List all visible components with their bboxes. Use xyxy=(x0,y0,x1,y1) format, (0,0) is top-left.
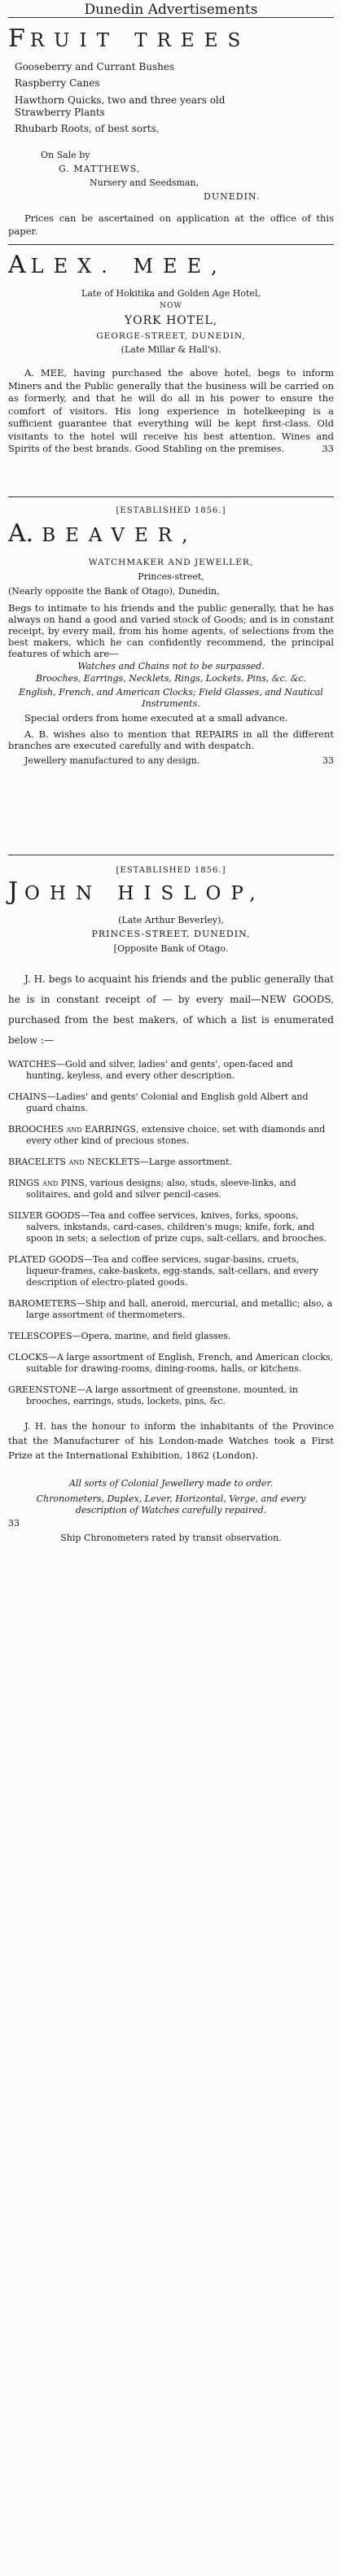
goods-item xyxy=(8,1178,334,1201)
goods-label: RINGS and PINS xyxy=(8,1178,85,1188)
announcement-text: A. MEE, having purchased the above hotel, begs to inform Miners and the Public generally that the business will be carried on as formerly, and that he will do all in his power to ensure the comfort of visitors. His long experience in hotelkeeping is a sufficient guarantee that everything will be kept first-class. Old visitants to the hotel will receive his best attention. Wines and Spirits of the best brands. Good Stabling on the premises. xyxy=(8,367,334,454)
goods-label: BAROMETERS xyxy=(8,1298,77,1309)
goods-item xyxy=(8,1124,334,1147)
established-line: [ESTABLISHED 1856.] xyxy=(116,506,226,515)
divider xyxy=(8,496,334,497)
goods-label: TELESCOPES xyxy=(8,1331,72,1341)
exhibition-note: J. H. has the honour to inform the inhabitants of the Province that the Manufacturer of his London-made Watches took a First Prize at the International Exhibition, 1862 (London). xyxy=(8,1420,334,1461)
late-line: (Late Arthur Beverley), xyxy=(118,915,224,925)
heading-text: BEAVER, xyxy=(42,525,198,546)
prices-note: Prices can be ascertained on application at the office of this paper. xyxy=(8,212,334,237)
repairs-note: A. B. wishes also to mention that REPAIRS in all the different branches are executed carefully and with despatch. xyxy=(8,728,334,751)
nursery-stock-list xyxy=(8,59,334,137)
drop-cap: F xyxy=(8,24,25,53)
trade-line: WATCHMAKER AND JEWELLER, xyxy=(88,558,254,567)
goods-item xyxy=(8,1059,334,1082)
hotel-name: YORK HOTEL, xyxy=(124,314,218,327)
late-of: Late of Hokitika and Golden Age Hotel, xyxy=(81,288,261,299)
seller-name: G. MATTHEWS, xyxy=(59,164,141,174)
drop-cap: A xyxy=(8,251,26,279)
goods-item xyxy=(8,1331,334,1342)
goods-label: PLATED GOODS xyxy=(8,1254,84,1265)
goods-label: CLOCKS xyxy=(8,1352,48,1362)
goods-text: —Ship and hall, aneroid, mercurial, and metallic; also, a large assortment of thermometers. xyxy=(26,1298,333,1320)
goods-item xyxy=(8,1298,334,1321)
chronometers-note: Chronometers, Duplex, Lever, Horizontal, Verge, and every description of Watches carefully repaired. xyxy=(36,1494,306,1515)
colonial-jewellery: All sorts of Colonial Jewellery made to order. xyxy=(68,1478,274,1489)
ad-heading xyxy=(8,877,334,913)
location-line: (Nearly opposite the Bank of Otago), Dunedin, xyxy=(8,586,220,597)
goods-text: —A large assortment of English, French, and American clocks, suitable for drawing-rooms, dining-rooms, halls, or kitchens. xyxy=(26,1352,334,1374)
ad-heading xyxy=(8,251,334,286)
goods-text: —Tea and coffee services, sugar-basins, cruets, liqueur-frames, cake-baskets, egg-stands, salt-cellars, and every description of electro-plated goods. xyxy=(26,1254,318,1288)
goods-item xyxy=(8,1157,334,1168)
goods-text: —Large assortment. xyxy=(139,1157,232,1167)
heading-text: OHN HISLOP, xyxy=(24,883,265,904)
stock-line: Rhubarb Roots, of best sorts, xyxy=(15,123,160,134)
ad-a-beaver xyxy=(8,505,334,768)
jewellery-text: Jewellery manufactured to any design. xyxy=(24,755,200,766)
feature-jewellery: Brooches, Earrings, Necklets, Rings, Lockets, Pins, &c. &c. xyxy=(35,673,307,684)
beaver-intro: Begs to intimate to his friends and the public generally, that he has always on hand a good and varied stock of Goods; and is in constant receipt, by every mail, from his home agents, of selections from the best makers, which he can confidently recommend, the principal features of which are— xyxy=(8,602,334,659)
hislop-intro: J. H. begs to acquaint his friends and the public generally that he is in constant receipt of — by every mail—NEW GOODS, purchased from the best makers, of which a list is enumerated below :— xyxy=(8,973,334,1046)
goods-text: , extensive choice, set with diamonds and every other kind of precious stones. xyxy=(26,1124,326,1146)
goods-label: CHAINS xyxy=(8,1091,47,1102)
goods-text: , various designs; also, studs, sleeve-links, and solitaires, and gold and silver pencil-cases. xyxy=(26,1178,296,1200)
masthead: Dunedin Advertisements xyxy=(8,0,334,18)
drop-cap: J xyxy=(8,877,19,906)
jewellery-line xyxy=(8,754,334,768)
goods-item xyxy=(8,1091,334,1114)
goods-text: —Gold and silver, ladies' and gents', open-faced and hunting, keyless, and every other description. xyxy=(26,1059,293,1081)
special-orders: Special orders from home executed at a small advance. xyxy=(24,712,288,724)
heading-text: RUIT TREES xyxy=(29,30,251,51)
goods-text: —Tea and coffee services, knives, forks, spoons, salvers, inkstands, card-cases, children's mugs; knife, fork, and spoon in sets; a selection of prize cups, salt-cellars, and brooches. xyxy=(26,1210,327,1244)
ad-number: 33 xyxy=(322,755,334,766)
stock-line: Raspberry Canes xyxy=(15,77,100,89)
goods-list xyxy=(8,1059,334,1407)
goods-label: SILVER GOODS xyxy=(8,1210,81,1221)
goods-item xyxy=(8,1254,334,1288)
ad-number: 33 xyxy=(8,1518,20,1529)
goods-item xyxy=(8,1384,334,1407)
feature-clocks: English, French, and American Clocks; Field Glasses, and Nautical Instruments. xyxy=(19,687,323,709)
goods-label: WATCHES xyxy=(8,1059,57,1069)
now-label: NOW xyxy=(160,302,182,310)
drop-cap: A. xyxy=(8,519,34,548)
established-line: [ESTABLISHED 1856.] xyxy=(116,866,226,875)
opposite-line: [Opposite Bank of Otago. xyxy=(113,943,229,954)
goods-text: —A large assortment of greenstone, mounted, in brooches, earrings, studs, lockets, pins, &c. xyxy=(26,1384,298,1406)
ship-chronometers: Ship Chronometers rated by transit observation. xyxy=(60,1533,282,1543)
stock-line: Strawberry Plants xyxy=(15,107,105,118)
goods-label: GREENSTONE xyxy=(8,1384,77,1395)
on-sale-by: On Sale by xyxy=(41,150,90,160)
stock-line: Hawthorn Quicks, two and three years old xyxy=(15,94,226,106)
ad-heading xyxy=(8,24,334,59)
goods-text: —Ladies' and gents' Colonial and English gold Albert and guard chains. xyxy=(26,1091,309,1113)
goods-label: BROOCHES and EARRINGS xyxy=(8,1124,136,1135)
stock-line: Gooseberry and Currant Bushes xyxy=(15,61,175,72)
seller-town: DUNEDIN. xyxy=(204,191,261,202)
goods-item xyxy=(8,1352,334,1375)
seller-trade: Nursery and Seedsman, xyxy=(90,177,200,188)
ad-alex-mee xyxy=(8,251,334,456)
ad-number: 33 xyxy=(322,443,334,454)
formerly: (Late Millar & Hall's). xyxy=(121,344,221,355)
feature-watches: Watches and Chains not to be surpassed. xyxy=(77,661,265,671)
goods-item xyxy=(8,1210,334,1244)
seller-block xyxy=(8,148,334,203)
ad-heading xyxy=(8,519,334,555)
ad-fruit-trees xyxy=(8,24,334,238)
goods-label: BRACELETS and NECKLETS xyxy=(8,1157,140,1167)
address-line: PRINCES-STREET, DUNEDIN, xyxy=(91,929,251,939)
heading-text: LEX. MEE, xyxy=(30,255,227,278)
hotel-announcement xyxy=(8,367,334,456)
hotel-address: GEORGE-STREET, DUNEDIN, xyxy=(96,331,246,341)
ad-john-hislop xyxy=(8,864,334,1544)
goods-text: —Opera, marine, and field glasses. xyxy=(72,1331,231,1341)
divider xyxy=(8,244,334,245)
street-line: Princes-street, xyxy=(138,571,204,582)
